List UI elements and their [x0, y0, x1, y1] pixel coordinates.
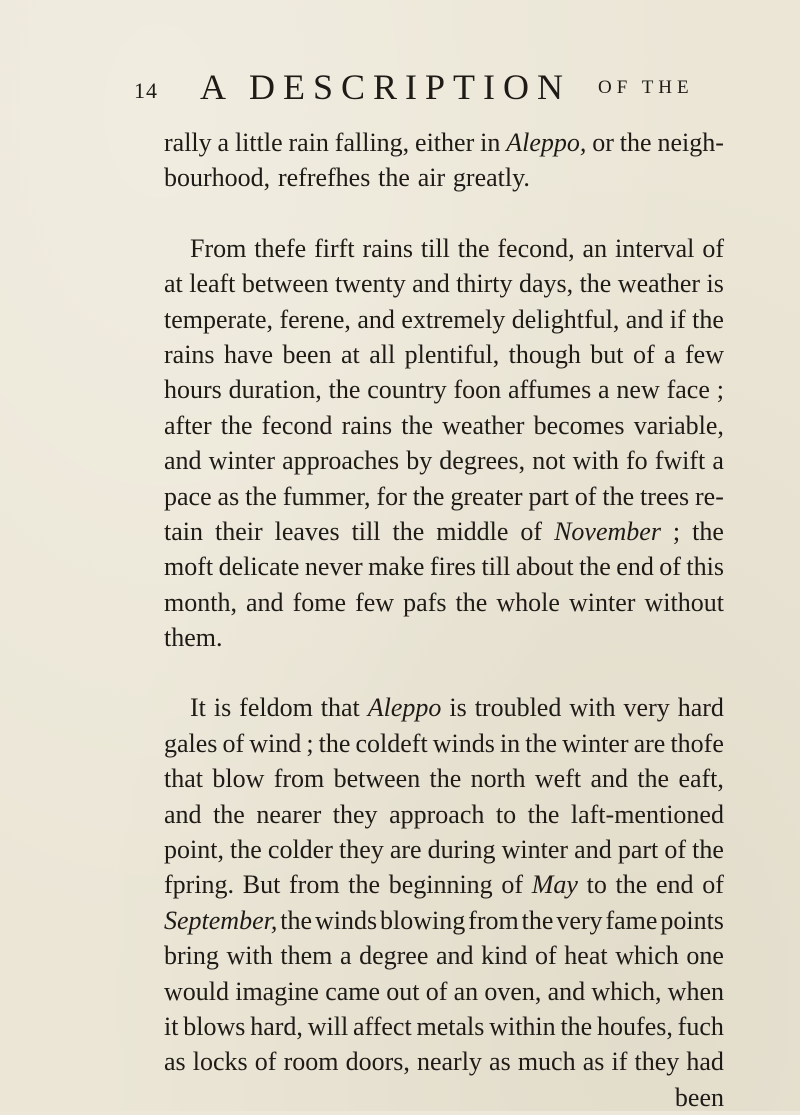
italic-word: Aleppo: [367, 693, 442, 723]
word: fpring.: [164, 870, 235, 900]
word: them: [280, 941, 333, 971]
word: winter: [568, 587, 636, 617]
word: between: [241, 269, 329, 299]
word: are: [633, 728, 666, 758]
word: from: [273, 764, 325, 794]
text-line: [164, 372, 724, 407]
word: feldom: [239, 693, 313, 723]
word: greatly.: [452, 163, 530, 193]
word: in: [499, 728, 521, 758]
word: and: [246, 587, 284, 617]
word: if: [611, 1047, 628, 1077]
word: the: [579, 269, 612, 299]
word: eaft,: [678, 764, 724, 794]
word: the: [429, 764, 462, 794]
word: as: [489, 1047, 511, 1077]
text-line: [164, 337, 724, 372]
word: ;: [306, 728, 314, 758]
word: of: [222, 728, 245, 758]
word: and: [164, 446, 202, 476]
word: falling,: [334, 128, 410, 157]
word: came: [325, 976, 381, 1006]
word: as: [217, 481, 240, 511]
word: and: [590, 764, 628, 794]
word: have: [223, 339, 274, 369]
word: of: [501, 870, 524, 900]
word: of: [664, 835, 686, 865]
word: rains: [164, 339, 215, 369]
word: and: [412, 269, 450, 299]
word: which: [615, 941, 679, 971]
word: they: [332, 799, 378, 829]
word: approaches: [282, 446, 400, 476]
word: room: [283, 1047, 339, 1077]
word: delightful,: [511, 304, 620, 334]
word: rains: [341, 410, 393, 440]
word: as: [164, 1047, 186, 1077]
word: locks: [192, 1047, 248, 1077]
word: nearer: [256, 799, 322, 829]
text-line: [164, 266, 724, 301]
word: an: [453, 976, 479, 1006]
word: the: [457, 233, 490, 263]
word: few: [355, 587, 395, 617]
word: metals: [416, 1011, 485, 1041]
word: thirty: [456, 269, 513, 299]
word: affumes: [507, 375, 592, 405]
word: end: [616, 552, 654, 582]
word: with: [572, 446, 619, 476]
word: ferene,: [279, 304, 351, 334]
word: as: [582, 1047, 605, 1077]
word: an: [582, 233, 608, 263]
word: that: [164, 764, 203, 794]
text-line: [164, 231, 724, 266]
word: weather: [617, 269, 701, 299]
word: is: [449, 693, 467, 723]
word: the: [521, 905, 554, 935]
word: fome: [292, 587, 347, 617]
word: pace: [164, 481, 212, 511]
word: about: [515, 552, 574, 582]
word: doors,: [345, 1047, 410, 1077]
word: are: [389, 835, 422, 865]
word: of: [702, 233, 724, 263]
text-line: [164, 549, 724, 584]
word: rains: [362, 233, 413, 263]
word: the: [527, 799, 560, 829]
word: new: [616, 375, 660, 405]
word: if: [669, 304, 686, 334]
word: but: [590, 339, 624, 369]
text-line: [164, 443, 724, 478]
text-line: [164, 974, 724, 1009]
running-title: A DESCRIPTION: [200, 67, 572, 107]
word: had: [686, 1047, 724, 1077]
word: the: [213, 799, 245, 829]
word: a: [664, 339, 676, 369]
word: From: [190, 233, 247, 263]
text-line: [164, 797, 724, 832]
word: little: [234, 128, 283, 157]
word: fecond,: [497, 233, 575, 263]
word: till: [481, 552, 511, 582]
word: troubled: [474, 693, 562, 723]
word: with: [569, 693, 616, 723]
italic-word: September,: [164, 905, 278, 935]
paragraph-gap: [164, 655, 724, 690]
text-line: [164, 938, 724, 973]
word: between: [333, 764, 421, 794]
word: the: [392, 516, 425, 546]
word: it: [164, 1011, 179, 1041]
word: the: [619, 128, 652, 157]
word: face: [666, 375, 710, 405]
word: fuch: [677, 1011, 724, 1041]
word: month,: [164, 587, 237, 617]
word: country: [367, 375, 447, 405]
word: the: [378, 163, 410, 193]
text-line: [164, 726, 724, 761]
word: interval: [615, 233, 695, 263]
word: to: [586, 870, 607, 900]
text-line: [164, 690, 724, 725]
word: from: [468, 905, 519, 935]
word: air: [417, 163, 446, 193]
word: till: [420, 233, 450, 263]
word: the: [348, 870, 380, 900]
word: twenty: [334, 269, 406, 299]
word: laft-mentioned: [570, 799, 724, 829]
word: a: [217, 128, 230, 157]
word: of: [702, 870, 724, 900]
word: winds: [314, 905, 378, 935]
word: leaves: [274, 516, 340, 546]
word: ;: [716, 375, 724, 405]
word: the: [280, 905, 313, 935]
word: blow: [212, 764, 265, 794]
word: tain: [164, 516, 203, 546]
word: coldeft: [355, 728, 428, 758]
word: thofe: [670, 728, 724, 758]
word: that: [320, 693, 360, 723]
text-line: [164, 408, 724, 443]
word: rally: [164, 128, 212, 157]
word: rain: [288, 128, 329, 157]
word: weather: [442, 410, 525, 440]
word: very: [623, 693, 670, 723]
word: colder: [267, 835, 333, 865]
word: heat: [564, 941, 608, 971]
word: much: [517, 1047, 576, 1077]
word: blows: [183, 1011, 246, 1041]
text-line: [164, 585, 724, 620]
word: beginning: [388, 870, 493, 900]
word: would: [164, 976, 229, 1006]
word: the: [318, 728, 351, 758]
word: point,: [164, 835, 224, 865]
word: fo: [625, 446, 648, 476]
word: duration,: [228, 375, 322, 405]
word: the: [560, 1011, 593, 1041]
word: of: [535, 941, 557, 971]
word: It: [190, 693, 206, 723]
word: fwift: [654, 446, 706, 476]
word: of: [632, 339, 655, 369]
word: will: [307, 1011, 349, 1041]
word: after: [164, 410, 212, 440]
word: houfes,: [597, 1011, 673, 1041]
word: during: [427, 835, 496, 865]
word: the: [328, 375, 361, 405]
word: of: [574, 481, 597, 511]
text-line: [164, 1009, 724, 1044]
word: delicate: [218, 552, 300, 582]
word: and: [547, 976, 586, 1006]
word: leaft: [189, 269, 236, 299]
word: gales: [164, 728, 218, 758]
word: middle: [436, 516, 509, 546]
word: pafs: [403, 587, 447, 617]
word: this: [686, 552, 724, 582]
word: degree: [359, 941, 429, 971]
word: approach: [389, 799, 485, 829]
word: re-: [695, 481, 724, 511]
word: either: [415, 128, 475, 157]
word: they: [338, 835, 384, 865]
text-line: [164, 867, 724, 902]
word: which,: [591, 976, 662, 1006]
word: weft: [534, 764, 582, 794]
text-line: [164, 761, 724, 796]
word: fires: [429, 552, 477, 582]
word: a: [598, 375, 610, 405]
word: end: [656, 870, 694, 900]
word: though: [508, 339, 581, 369]
word: winds: [432, 728, 495, 758]
word: neigh-: [657, 128, 724, 157]
word: of: [254, 1047, 277, 1077]
word: few: [685, 339, 724, 369]
word: the: [401, 410, 434, 440]
text-line: [164, 1044, 724, 1079]
word: the: [692, 835, 724, 865]
word: from: [289, 870, 340, 900]
word: is: [213, 693, 232, 723]
word: winter: [562, 728, 629, 758]
word: plentiful,: [404, 339, 500, 369]
word: kind: [481, 941, 528, 971]
word: the: [525, 728, 558, 758]
word: they: [634, 1047, 680, 1077]
word: fame: [605, 905, 658, 935]
word: and: [625, 304, 664, 334]
text-line: [164, 832, 724, 867]
word: fummer,: [282, 481, 371, 511]
word: wind: [249, 728, 302, 758]
word: winter: [208, 446, 276, 476]
text-line: [164, 160, 724, 195]
word: bring: [164, 941, 219, 971]
word: the: [602, 481, 635, 511]
running-title-small: OF THE: [598, 77, 694, 98]
word: whole: [496, 587, 560, 617]
word: fecond: [261, 410, 333, 440]
word: the: [220, 410, 253, 440]
word: of: [520, 516, 543, 546]
word: never: [304, 552, 363, 582]
text-line: [164, 302, 724, 337]
word: hours: [164, 375, 222, 405]
word: trees: [640, 481, 690, 511]
text-line: [164, 479, 724, 514]
word: at: [341, 339, 360, 369]
word: them.: [164, 623, 223, 653]
word: not: [532, 446, 566, 476]
italic-word: May: [531, 870, 578, 900]
word: part: [528, 481, 569, 511]
word: out: [386, 976, 420, 1006]
word: and: [436, 941, 474, 971]
word: the: [637, 764, 670, 794]
word: one: [686, 941, 724, 971]
word: becomes: [533, 410, 625, 440]
word: ;: [672, 516, 681, 546]
text-line: [164, 125, 724, 160]
word: a: [339, 941, 352, 971]
word: part: [617, 835, 659, 865]
word: variable,: [633, 410, 724, 440]
word: a: [712, 446, 724, 476]
word: refrefhes: [277, 163, 371, 193]
paragraph-gap: [164, 196, 724, 231]
word: temperate,: [164, 304, 273, 334]
word: the: [245, 481, 277, 511]
word: oven,: [484, 976, 542, 1006]
word: bourhood,: [164, 163, 271, 193]
italic-word: Aleppo,: [506, 128, 587, 157]
word: and: [164, 799, 202, 829]
word: the: [692, 516, 724, 546]
word: blowing: [380, 905, 466, 935]
word: extremely: [401, 304, 506, 334]
text-line: [164, 620, 724, 655]
running-header: [134, 58, 694, 108]
word: till: [351, 516, 381, 546]
word: the: [412, 481, 445, 511]
word: foon: [453, 375, 502, 405]
word: with: [226, 941, 273, 971]
word: the: [455, 587, 488, 617]
page-number: 14: [134, 78, 158, 103]
word: the: [692, 304, 724, 334]
word: days,: [518, 269, 574, 299]
word: moft: [164, 552, 214, 582]
word: and: [574, 835, 612, 865]
word: without: [644, 587, 724, 617]
word: degrees,: [439, 446, 526, 476]
word: is: [706, 269, 724, 299]
word: the: [579, 552, 611, 582]
word: by: [406, 446, 433, 476]
word: winter: [501, 835, 569, 865]
word: make: [368, 552, 425, 582]
word: of: [659, 552, 681, 582]
word: nearly: [416, 1047, 482, 1077]
text-line: [164, 514, 724, 549]
word: to: [495, 799, 517, 829]
word: greater: [450, 481, 523, 511]
text-line: [164, 903, 724, 938]
word: their: [214, 516, 263, 546]
word: for: [376, 481, 407, 511]
word: or: [592, 128, 614, 157]
catchword: been: [674, 1082, 724, 1112]
word: within: [489, 1011, 556, 1041]
word: at: [164, 269, 183, 299]
word: firft: [314, 233, 355, 263]
word: been: [282, 339, 332, 369]
word: the: [615, 870, 648, 900]
catchword-line: [164, 1080, 724, 1115]
word: hard,: [250, 1011, 303, 1041]
word: of: [425, 976, 448, 1006]
word: affect: [352, 1011, 412, 1041]
italic-word: November: [554, 516, 661, 546]
word: But: [242, 870, 281, 900]
body-text: [164, 125, 724, 1115]
word: and: [357, 304, 395, 334]
word: in: [480, 128, 501, 157]
word: all: [369, 339, 396, 369]
word: thefe: [254, 233, 307, 263]
word: very: [556, 905, 603, 935]
word: imagine: [235, 976, 319, 1006]
word: hard: [677, 693, 724, 723]
word: when: [667, 976, 724, 1006]
word: points: [660, 905, 724, 935]
word: the: [230, 835, 262, 865]
word: north: [470, 764, 526, 794]
